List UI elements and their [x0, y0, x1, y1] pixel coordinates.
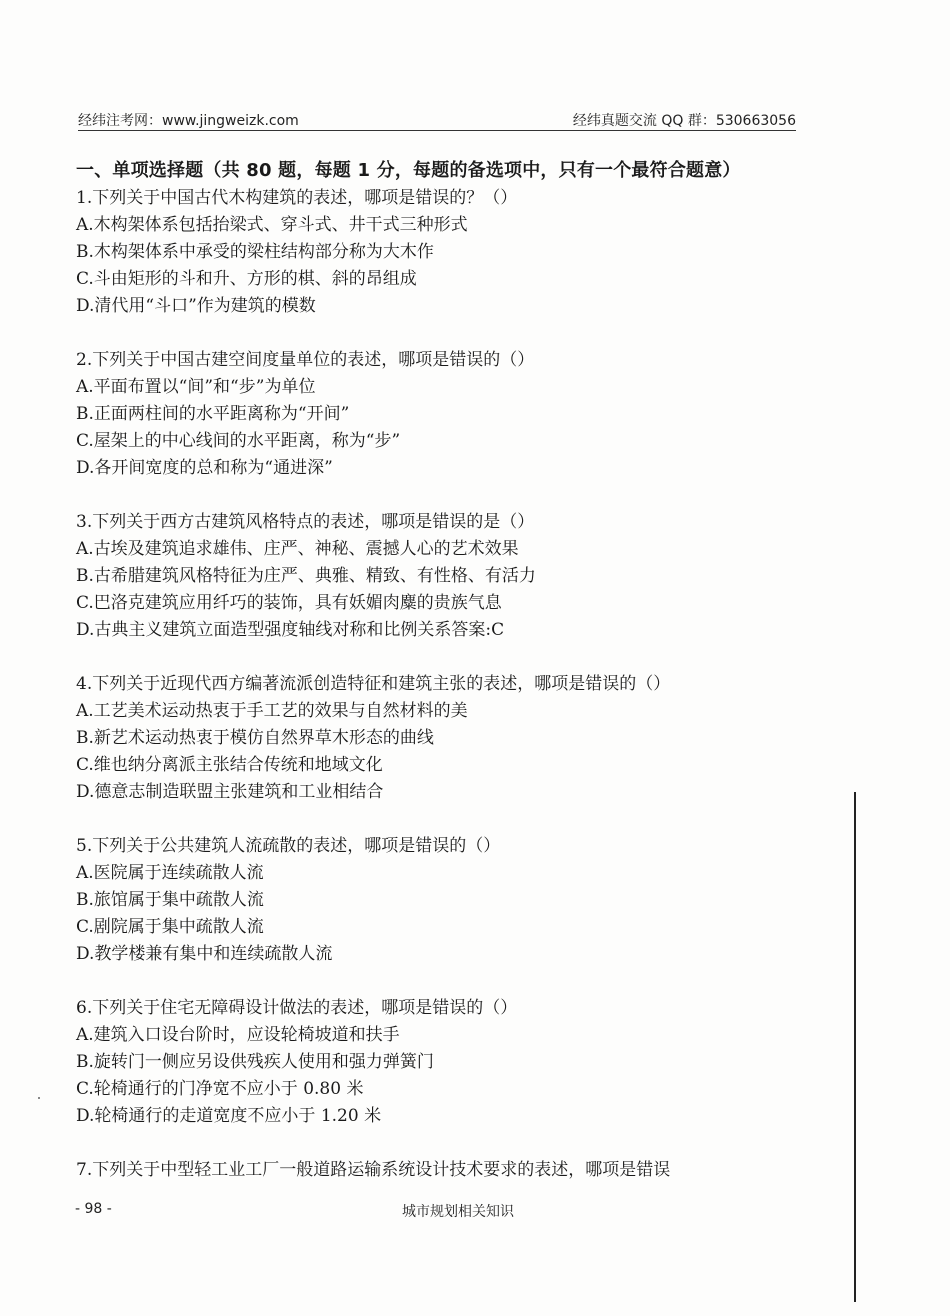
option-d: D.教学楼兼有集中和连续疏散人流 — [76, 944, 333, 964]
option-b: B.旋转门一侧应另设供残疾人使用和强力弹簧门 — [76, 1052, 434, 1072]
book-title: 城市规划相关知识 — [402, 1204, 514, 1220]
option-a: A.医院属于连续疏散人流 — [76, 863, 264, 883]
question-stem: 2.下列关于中国古建空间度量单位的表述，哪项是错误的（） — [76, 350, 535, 370]
question-7 — [76, 1157, 816, 1184]
option-c: C.斗由矩形的斗和升、方形的棋、斜的昂组成 — [76, 269, 417, 289]
option-b: B.新艺术运动热衷于模仿自然界草木形态的曲线 — [76, 728, 434, 748]
option-c: C.巴洛克建筑应用纤巧的装饰，具有妖媚肉麋的贵族气息 — [76, 593, 502, 613]
question-stem: 1.下列关于中国古代木构建筑的表述，哪项是错误的？（） — [76, 188, 518, 208]
option-a: A.古埃及建筑追求雄伟、庄严、神秘、震撼人心的艺术效果 — [76, 539, 519, 559]
option-c: C.维也纳分离派主张结合传统和地域文化 — [76, 755, 383, 775]
option-c: C.轮椅通行的门净宽不应小于 0.80 米 — [76, 1079, 364, 1099]
option-a: A.工艺美术运动热衷于手工艺的效果与自然材料的美 — [76, 701, 468, 721]
option-a: A.木构架体系包括抬梁式、穿斗式、井干式三种形式 — [76, 215, 468, 235]
option-c: C.屋架上的中心线间的水平距离，称为“步” — [76, 431, 401, 451]
option-d: D.德意志制造联盟主张建筑和工业相结合 — [76, 782, 384, 802]
option-b: B.古希腊建筑风格特征为庄严、典雅、精致、有性格、有活力 — [76, 566, 536, 586]
option-b: B.旅馆属于集中疏散人流 — [76, 890, 264, 910]
section-title: 一、单项选择题（共 80 题，每题 1 分，每题的备选项中，只有一个最符合题意） — [76, 160, 741, 181]
question-stem: 5.下列关于公共建筑人流疏散的表述，哪项是错误的（） — [76, 836, 501, 856]
header-divider — [78, 130, 796, 131]
question-4 — [76, 671, 816, 806]
question-1 — [76, 185, 816, 320]
option-a: A.平面布置以“间”和“步”为单位 — [76, 377, 316, 397]
question-3 — [76, 509, 816, 644]
option-b: B.正面两柱间的水平距离称为“开间” — [76, 404, 350, 424]
question-stem: 4.下列关于近现代西方编著流派创造特征和建筑主张的表述，哪项是错误的（） — [76, 674, 671, 694]
page-footer — [0, 1201, 950, 1221]
question-stem: 7.下列关于中型轻工业工厂一般道路运输系统设计技术要求的表述，哪项是错误 — [76, 1160, 671, 1180]
option-c: C.剧院属于集中疏散人流 — [76, 917, 264, 937]
option-a: A.建筑入口设台阶时，应设轮椅坡道和扶手 — [76, 1025, 400, 1045]
option-d: D.古典主义建筑立面造型强度轴线对称和比例关系答案:C — [76, 620, 505, 640]
scan-edge-line — [854, 792, 856, 1302]
question-6 — [76, 995, 816, 1130]
question-stem: 3.下列关于西方古建筑风格特点的表述，哪项是错误的是（） — [76, 512, 535, 532]
header-qq-group: 经纬真题交流 QQ 群：530663056 — [572, 113, 796, 129]
document-body — [76, 157, 816, 1184]
option-d: D.轮椅通行的走道宽度不应小于 1.20 米 — [76, 1106, 382, 1126]
option-d: D.清代用“斗口”作为建筑的模数 — [76, 296, 316, 316]
header-website: 经纬注考网：www.jingweizk.com — [78, 113, 299, 129]
scan-speck — [38, 1097, 40, 1099]
option-b: B.木构架体系中承受的梁柱结构部分称为大木作 — [76, 242, 434, 262]
page-header — [78, 108, 796, 132]
question-2 — [76, 347, 816, 482]
question-5 — [76, 833, 816, 968]
question-stem: 6.下列关于住宅无障碍设计做法的表述，哪项是错误的（） — [76, 998, 518, 1018]
option-d: D.各开间宽度的总和称为“通进深” — [76, 458, 333, 478]
page-number: - 98 - — [75, 1201, 112, 1217]
